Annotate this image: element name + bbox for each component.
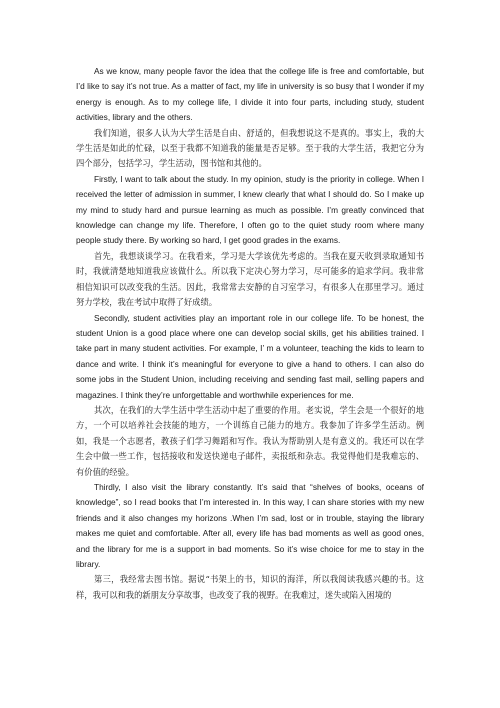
paragraph-study-en: Firstly, I want to talk about the study. In my opinion, study is the priority in college. When I received the letter of admission in summer, I knew clearly that what I should do. So I make up my mind to study hard and pursue learning as much as possible. I’m greatly convinced that knowledge can change my life. Therefore, I often go to the quiet study room where many people study there. By working so hard, I get good grades in the exams. (76, 173, 424, 246)
paragraph-study-zh: 首先，我想谈谈学习。在我看来，学习是大学该优先考虑的。当我在夏天收到录取通知书时，我就清楚地知道我应该做什么。所以我下定决心努力学习，尽可能多的追求学问。我非常相信知识可以改变我的生活。因此，我常常去安静的自习室学习，有很多人在那里学习。通过努力学校，我在考试中取得了好成绩。 (76, 250, 424, 308)
paragraph-intro-zh: 我们知道，很多人认为大学生活是自由、舒适的，但我想说这不是真的。事实上，我的大学生活是如此的忙碌，以至于我都不知道我的能量是否足够。至于我的大学生活，我把它分为四个部分，包括学习，学生活动，图书馆和其他的。 (76, 127, 424, 169)
essay-body (76, 64, 424, 603)
paragraph-library-zh: 第三，我经常去图书馆。据说“书架上的书，知识的海洋，所以我阅读我感兴趣的书。这样，我可以和我的新朋友分享故事，也改变了我的视野。在我难过，迷失或陷入困境的 (76, 574, 424, 600)
paragraph-intro-en: As we know, many people favor the idea that the college life is free and comfortable, but I’d like to say it’s not true. As a matter of fact, my life in university is so busy that I wonder if my energy is enough. As to my college life, I divide it into four parts, including study, student activities, library and the others. (76, 66, 424, 123)
paragraph-activities-en: Secondly, student activities play an important role in our college life. To be honest, the student Union is a good place where one can develop social skills, get his abilities trained. I take part in many student activities. For example, I’ m a volunteer, teaching the kids to learn to dance and write. I think it’s meaningful for everyone to give a hand to others. I can also do some jobs in the Student Union, including receiving and sending fast mail, selling papers and magazines. I think they’re unforgettable and worthwhile experiences for me. (76, 312, 424, 400)
paragraph-library-en: Thirdly, I also visit the library constantly. It’s said that “shelves of books, oceans of knowledge”, so I read books that I’m interested in. In this way, I can share stories with my new friends and it also changes my horizons .When I’m sad, lost or in trouble, staying the library makes me quiet and comfortable. After all, every life has bad moments as well as good ones, and the library for me is a support in bad moments. So it’s wise choice for me to stay in the library. (76, 481, 424, 569)
paragraph-activities-zh: 其次，在我们的大学生活中学生活动中起了重要的作用。老实说，学生会是一个很好的地方，一个可以培养社会技能的地方，一个训练自己能力的地方。我参加了许多学生活动。例如，我是一个志愿者，教孩子们学习舞蹈和写作。我认为帮助别人是有意义的。我还可以在学生会中做一些工作，包括接收和发送快递电子邮件，卖报纸和杂志。我觉得他们是我难忘的、有价值的经验。 (76, 404, 424, 477)
